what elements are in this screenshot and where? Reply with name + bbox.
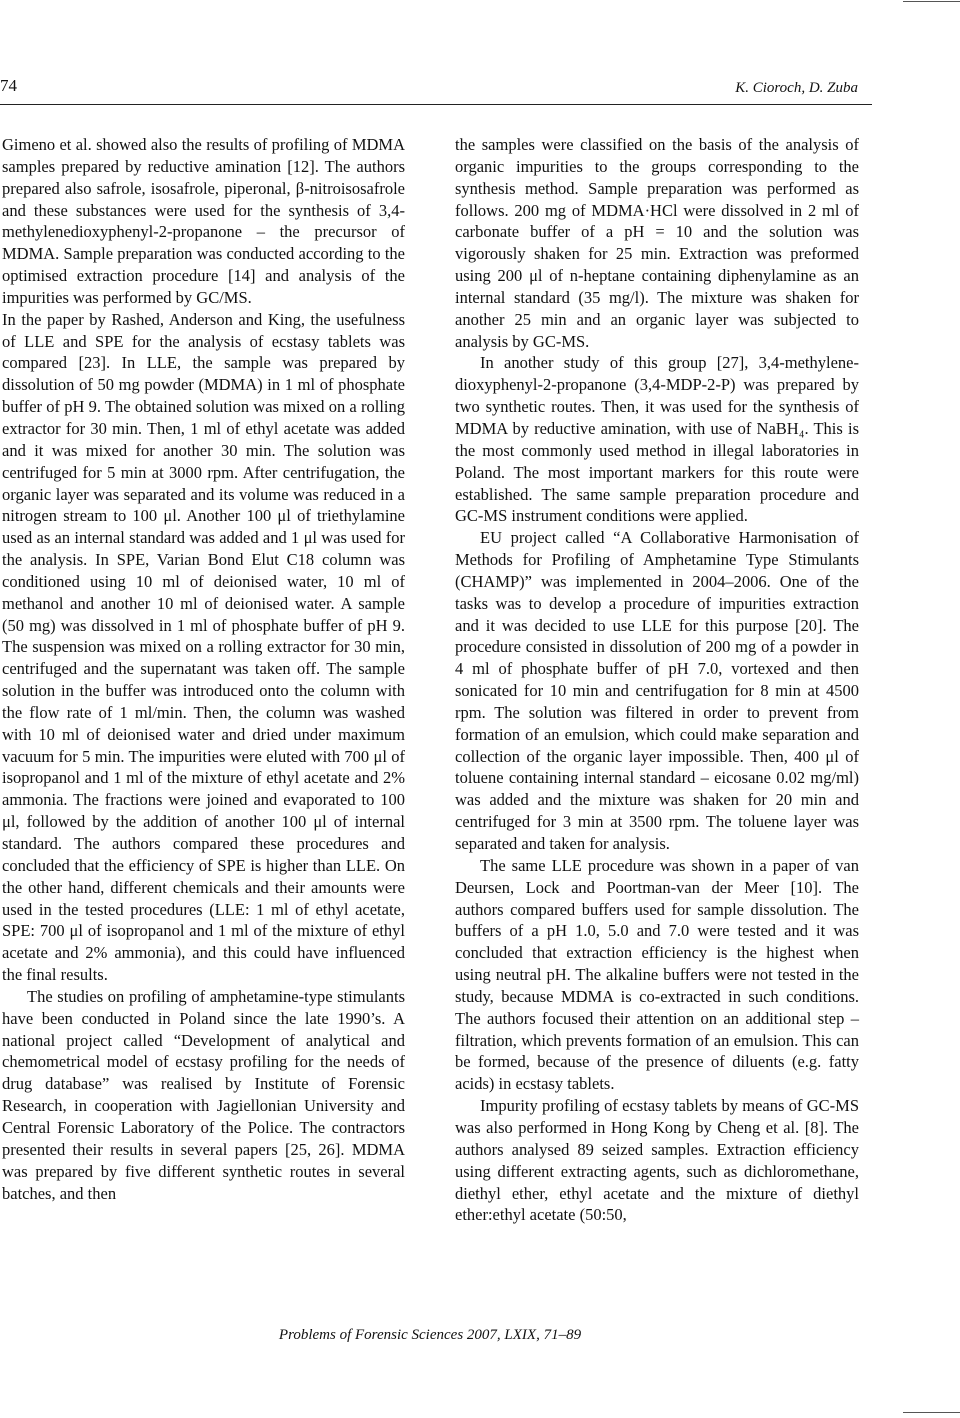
paragraph-hong-kong: Impurity profiling of ecstasy tablets by means of GC-MS was also performed in Hong Kong by Cheng et al. [8]. The authors analysed 89 seized samples. Extraction efficiency using different extracting agents, such as dichloromethane, diethyl ether, ethyl acetate and the mixture of diethyl ether:ethyl acetate (50:50, <box>455 1096 859 1225</box>
paragraph-sample-classification: the samples were classified on the basis of the analysis of organic impurities to the groups corresponding to the synthesis method. Sample preparation was performed as follows. 200 mg of MDMA·HCl were dissolved in 2 ml of carbonate buffer of a pH = 10 and the solution was vigorously shaken for 25 min. Extraction was preformed using 200 μl of n-heptane containing diphenylamine as an internal standard (35 mg/l). The mixture was shaken for another 25 min and an organic layer was subjected to analysis by GC-MS. <box>455 135 859 351</box>
paragraph-poland-studies: The studies on profiling of amphetamine-type stimulants have been conducted in Poland since the late 1990’s. A national project called “Development of analytical and chemometrical model of ecstasy profiling for the needs of drug database” was realised by Institute of Forensic Research, in cooperation with Jagiellonian University and Central Forensic Laboratory of the Police. The contractors presented their results in several papers [25, 26]. MDMA was prepared by five different synthetic routes in several batches, and then <box>2 986 405 1203</box>
scan-corner-mark-bottom <box>903 1412 960 1413</box>
paragraph-rashed: In the paper by Rashed, Anderson and King, the usefulness of LLE and SPE for the analysis of ecstasy tablets was compared [23]. In LLE, the sample was prepared by dissolution of 50 mg powder (MDMA) in 1 ml of phosphate buffer of pH 9. The obtained solution was mixed on a rolling extractor for 30 min. Then, 1 ml of ethyl acetate was added and it was mixed for another 30 min. The solution was centrifuged for 5 min at 3000 rpm. After centrifugation, the organic layer was separated and its volume was reduced in a nitrogen stream to 100 μl. Another 100 μl of triethylamine used as an internal standard was added and 1 μl was used for the analysis. In SPE, Varian Bond Elut C18 column was conditioned using 10 ml of deionised water, 10 ml of methanol and another 10 ml of deionised water. A sample (50 mg) was dissolved in 1 ml of phosphate buffer of pH 9. The suspension was mixed on a rolling extractor for 30 min, centrifuged and the supernatant was taken off. The sample solution in the buffer was introduced onto the column with the flow rate of 1 ml/min. Then, the column was washed with 10 ml of deionised water and dried under maximum vacuum for 5 min. The impurities were eluted with 700 μl of isopropanol and 1 ml of the mixture of ethyl acetate and 2% ammonia. The fractions were joined and evaporated to 100 μl, followed by the addition of another 100 μl of internal standard. The authors compared these procedures and concluded that the efficiency of SPE is higher than LLE. On the other hand, different chemicals and their amounts were used in the tested procedures (LLE: 1 ml of ethyl acetate, SPE: 700 μl of isopropanol and 1 ml of the mixture of ethyl acetate and 2% ammonia), and this could have influenced the final results. <box>2 309 405 985</box>
paragraph-champ-project: EU project called “A Collaborative Harmonisation of Methods for Profiling of Amphetamine Type Stimulants (CHAMP)” was implemented in 2004–2006. One of the tasks was to develop a procedure of impurities extraction and it was decided to use LLE for this purpose [20]. The procedure consisted in dissolution of 200 mg of a powder in 4 ml of phosphate buffer of pH 7.0, vortexed and then sonicated for 10 min and centrifugation for 8 min at 4500 rpm. The solution was filtered in order to prevent from formation of an emulsion, which could make separation and collection of the organic layer impossible. Then, 400 μl of toluene containing internal standard – eicosane 0.02 mg/ml) was added and the mixture was shaken for 20 min and centrifuged for 3 min at 3500 rpm. The toluene layer was separated and taken for analysis. <box>455 528 859 853</box>
paragraph-mdp2p-study: In another study of this group [27], 3,4-methylenedioxyphenyl-2-propanone (3,4-MDP-2-P) was prepared by two synthetic routes. Then, it was used for the synthesis of MDMA by reductive amination, with use of NaBH₄. This is the most commonly used method in illegal laboratories in Poland. The most important markers for this route were established. The same sample preparation procedure and GC-MS instrument conditions were applied. <box>455 353 859 526</box>
page-number: 74 <box>0 76 17 95</box>
paragraph-gimeno: Gimeno et al. showed also the results of profiling of MDMA samples prepared by reductive amination [12]. The authors prepared also safrole, isosafrole, piperonal, β-nitroisosafrole and these substances were used for the synthesis of 3,4-methylenedioxyphenyl-2-propanone – the precursor of MDMA. Sample preparation was conducted according to the optimised extraction procedure [14] and analysis of the impurities was performed by GC/MS. <box>2 135 405 307</box>
journal-citation-footer: Problems of Forensic Sciences 2007, LXIX, 71–89 <box>278 1327 582 1343</box>
header-rule <box>0 104 872 105</box>
paragraph-van-deursen: The same LLE procedure was shown in a paper of van Deursen, Lock and Poortman-van der Meer [10]. The authors compared buffers used for sample dissolution. The buffers of a pH 1.0, 5.0 and 7.0 were tested and it was concluded that extraction efficiency is the highest when using neutral pH. The alkaline buffers were not tested in the study, because MDMA is co-extracted in such conditions. The authors focused their attention on an additional step – filtration, which prevents formation of an emulsion. This can be formed, because of the presence of diluents (e.g. fatty acids) in ecstasy tablets. <box>455 855 859 1094</box>
left-column <box>2 134 405 1204</box>
scan-corner-mark-top <box>903 1 960 2</box>
running-head-authors: K. Cioroch, D. Zuba <box>735 80 858 96</box>
right-column <box>455 134 859 1226</box>
